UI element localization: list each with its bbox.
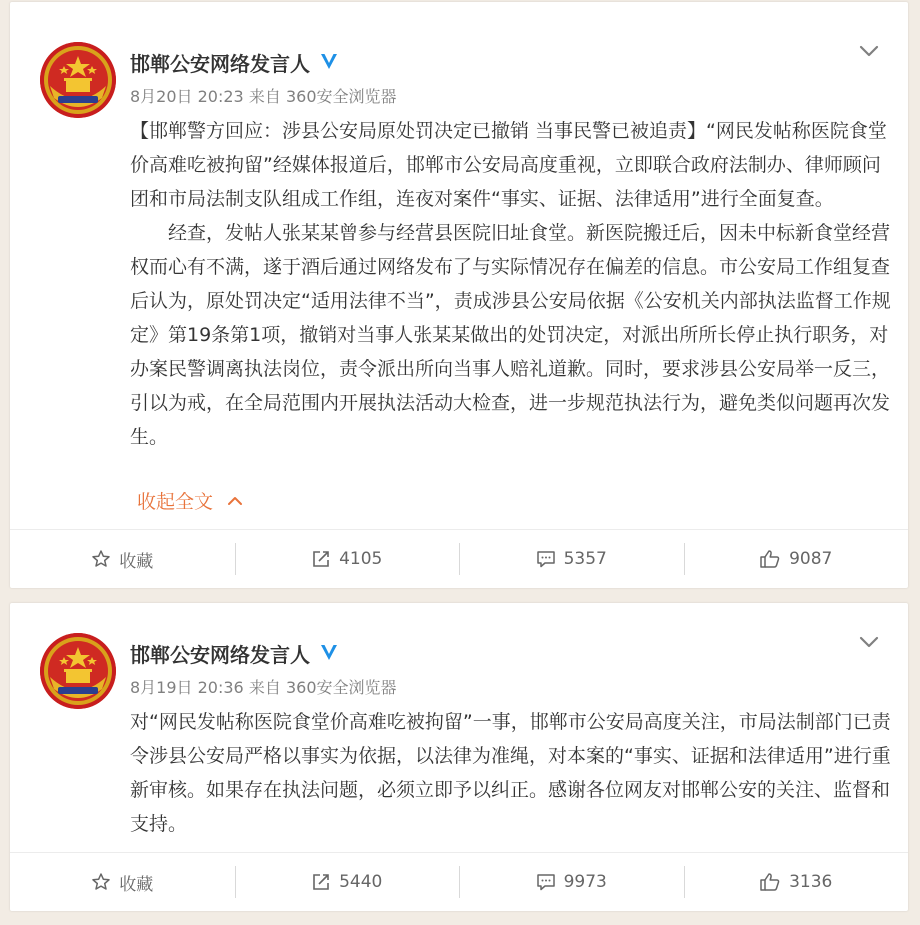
police-badge-icon bbox=[40, 633, 116, 709]
post-meta bbox=[130, 86, 397, 108]
comment-button[interactable] bbox=[459, 530, 684, 588]
author-name-text: 邯郸公安网络发言人 bbox=[130, 52, 310, 76]
weibo-post bbox=[10, 603, 908, 911]
avatar[interactable] bbox=[40, 42, 116, 118]
post-time[interactable]: 8月20日 20:23 bbox=[130, 87, 244, 106]
repost-count: 5440 bbox=[339, 872, 383, 892]
source-prefix: 来自 bbox=[248, 678, 281, 697]
post-time[interactable]: 8月19日 20:36 bbox=[130, 678, 244, 697]
post-paragraph: 经查，发帖人张某某曾参与经营县医院旧址食堂。新医院搬迁后，因未中标新食堂经营权而心有不满，遂于酒后通过网络发布了与实际情况存在偏差的信息。市公安局工作组复查后认为，原处罚决定“适用法律不当”，责成涉县公安局依据《公安机关内部执法监督工作规定》第19条第1项，撤销对当事人张某某做出的处罚决定，对派出所所长停止执行职务，对办案民警调离执法岗位，责令派出所向当事人赔礼道歉。同时，要求涉县公安局举一反三，引以为戒，在全局范围内开展执法活动大检查，进一步规范执法行为，避免类似问题再次发生。 bbox=[130, 222, 891, 448]
post-source[interactable]: 360安全浏览器 bbox=[285, 678, 397, 697]
thumbs-up-icon bbox=[759, 872, 781, 892]
collapse-text-button[interactable] bbox=[137, 487, 243, 518]
star-icon bbox=[91, 872, 111, 892]
post-content bbox=[130, 705, 892, 841]
like-count: 3136 bbox=[789, 872, 833, 892]
action-bar bbox=[10, 852, 908, 911]
post-content bbox=[130, 114, 892, 454]
police-badge-icon bbox=[40, 42, 116, 118]
verified-badge-icon bbox=[318, 641, 340, 670]
repost-button[interactable] bbox=[235, 853, 460, 911]
post-source[interactable]: 360安全浏览器 bbox=[285, 87, 397, 106]
favorite-button[interactable] bbox=[10, 853, 235, 911]
author-name[interactable] bbox=[130, 641, 340, 669]
author-name[interactable] bbox=[130, 50, 340, 78]
star-icon bbox=[91, 549, 111, 569]
like-button[interactable] bbox=[684, 530, 909, 588]
thumbs-up-icon bbox=[759, 549, 781, 569]
favorite-label: 收藏 bbox=[119, 551, 154, 572]
comment-icon bbox=[536, 549, 556, 569]
chevron-down-icon[interactable] bbox=[858, 40, 880, 62]
comment-icon bbox=[536, 872, 556, 892]
collapse-label: 收起全文 bbox=[137, 491, 214, 513]
chevron-up-icon bbox=[227, 488, 243, 518]
repost-count: 4105 bbox=[339, 549, 383, 569]
post-paragraph: 对“网民发帖称医院食堂价高难吃被拘留”一事，邯郸市公安局高度关注，市局法制部门已责令涉县公安局严格以事实为依据，以法律为准绳，对本案的“事实、证据和法律适用”进行重新审核。如果存在执法问题，必须立即予以纠正。感谢各位网友对邯郸公安的关注、监督和支持。 bbox=[130, 711, 891, 835]
author-name-text: 邯郸公安网络发言人 bbox=[130, 643, 310, 667]
comment-button[interactable] bbox=[459, 853, 684, 911]
comment-count: 9973 bbox=[563, 872, 607, 892]
comment-count: 5357 bbox=[563, 549, 607, 569]
weibo-post bbox=[10, 2, 908, 588]
favorite-label: 收藏 bbox=[119, 874, 154, 895]
like-button[interactable] bbox=[684, 853, 909, 911]
action-bar bbox=[10, 529, 908, 588]
share-icon bbox=[311, 872, 331, 892]
like-count: 9087 bbox=[789, 549, 833, 569]
favorite-button[interactable] bbox=[10, 530, 235, 588]
post-paragraph: 【邯郸警方回应：涉县公安局原处罚决定已撤销 当事民警已被追责】“网民发帖称医院食堂价高难吃被拘留”经媒体报道后，邯郸市公安局高度重视，立即联合政府法制办、律师顾问团和市局法制支队组成工作组，连夜对案件“事实、证据、法律适用”进行全面复查。 bbox=[130, 120, 887, 210]
chevron-down-icon[interactable] bbox=[858, 631, 880, 653]
avatar[interactable] bbox=[40, 633, 116, 709]
source-prefix: 来自 bbox=[248, 87, 281, 106]
post-meta bbox=[130, 677, 397, 699]
share-icon bbox=[311, 549, 331, 569]
repost-button[interactable] bbox=[235, 530, 460, 588]
verified-badge-icon bbox=[318, 50, 340, 79]
